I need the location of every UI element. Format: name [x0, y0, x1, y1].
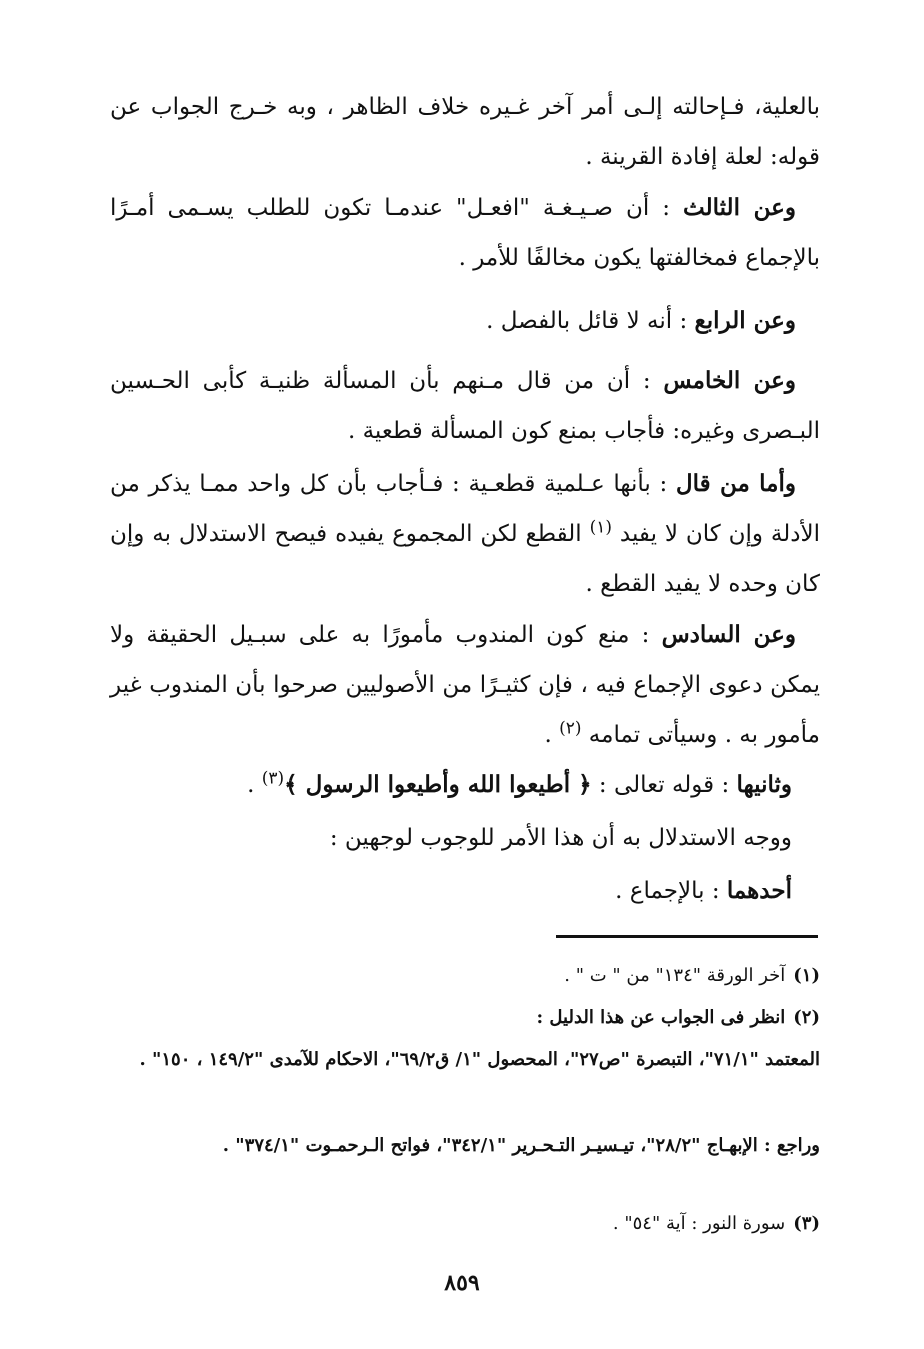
- paragraph-9-lead: أحدهما: [726, 877, 792, 904]
- paragraph-5-text-b: القطع لكن المجموع يفيده فيصح الاستدلال به وإن كان وحده لا يفيد القطع .: [110, 521, 820, 597]
- paragraph-6-text-b: .: [544, 722, 560, 748]
- footnote-ref-3[interactable]: (٣): [261, 768, 285, 789]
- footnote-2-references-b: [108, 1126, 820, 1166]
- footnote-3-number: (٣): [793, 1213, 820, 1234]
- footnote-separator: [556, 935, 818, 938]
- paragraph-2-text: : أن صـيـغـة "افعـل" عندمـا تكون للطلب يسـمى أمـرًا بالإجماع فمخالفتها يكون مخالفًا للأمر .: [110, 195, 820, 271]
- paragraph-7-lead: وثانيها: [736, 771, 792, 798]
- footnote-3-text: سورة النور : آية "٥٤" .: [612, 1213, 786, 1234]
- footnote-1-text: آخر الورقة "١٣٤" من " ت " .: [564, 965, 786, 986]
- paragraph-8: [112, 813, 792, 863]
- paragraph-8-text: ووجه الاستدلال به أن هذا الأمر للوجوب لوجهين :: [329, 825, 792, 851]
- paragraph-5-lead: وأما من قال: [675, 470, 796, 497]
- paragraph-2-lead: وعن الثالث: [683, 194, 796, 221]
- paragraph-6-text-a: : منع كون المندوب مأمورًا به على سبـيل الحقيقة ولا يمكن دعوى الإجماع فيه ، فإن كثيـرًا من الأصوليين صرحوا بأن المندوب غير مأمور به . وسيأتى تمامه: [110, 622, 820, 748]
- paragraph-3: [110, 296, 820, 346]
- paragraph-4-text: : أن من قال مـنهم بأن المسألة ظنيـة كأبى الحـسين البـصرى وغيره: فأجاب بمنع كون المسألة قطعية .: [110, 368, 820, 444]
- paragraph-6-lead: وعن السادس: [661, 621, 796, 648]
- footnote-2-references-a-text: المعتمد "٧١/١"، التبصرة "ص٢٧"، المحصول "١/ ق٦٩/٢"، الاحكام للآمدى "١٤٩/٢ ، ١٥٠" .: [139, 1049, 820, 1070]
- paragraph-2: [110, 183, 820, 283]
- paragraph-7-text-b: .: [247, 772, 262, 798]
- footnote-ref-1[interactable]: (١): [589, 517, 613, 538]
- paragraph-4: [110, 356, 820, 456]
- footnote-2-references-b-text: وراجع : الإبهـاج "٢٨/٢"، تيـسيـر التـحـرير "٣٤٢/١"، فواتح الـرحمـوت "٣٧٤/١" .: [222, 1135, 820, 1156]
- paragraph-9: [112, 866, 792, 916]
- paragraph-7-text-a: : قوله تعالى :: [591, 772, 737, 798]
- footnote-1: [108, 956, 820, 996]
- paragraph-5: [110, 459, 820, 609]
- paragraph-1-text: بالعلية، فـإحالته إلـى أمر آخر غـيره خلاف الظاهر ، وبه خـرج الجواب عن قوله: لعلة إفادة القرينة .: [110, 94, 820, 170]
- footnote-1-number: (١): [793, 965, 820, 986]
- footnote-ref-2[interactable]: (٢): [559, 718, 582, 739]
- paragraph-5-text-a: : بأنها عـلمية قطعـية : فـأجاب بأن كل واحد ممـا يذكر من الأدلة وإن كان لا يفيد: [110, 471, 821, 547]
- quran-verse: ﴿ أطيعوا الله وأطيعوا الرسول ﴾: [284, 771, 592, 798]
- footnote-2-number: (٢): [793, 1007, 820, 1028]
- footnote-3: [108, 1204, 820, 1244]
- paragraph-7: [112, 760, 792, 810]
- paragraph-4-lead: وعن الخامس: [663, 367, 796, 394]
- paragraph-3-text: : أنه لا قائل بالفصل .: [486, 308, 695, 334]
- footnote-2-references-a: [108, 1040, 820, 1080]
- paragraph-9-text: : بالإجماع .: [615, 878, 727, 904]
- footnote-2: [108, 998, 820, 1038]
- page-number: ٨٥٩: [444, 1270, 480, 1296]
- paragraph-1: [110, 82, 820, 182]
- paragraph-6: [110, 610, 820, 760]
- paragraph-3-lead: وعن الرابع: [694, 307, 796, 334]
- footnote-2-text: انظر فى الجواب عن هذا الدليل :: [536, 1007, 786, 1028]
